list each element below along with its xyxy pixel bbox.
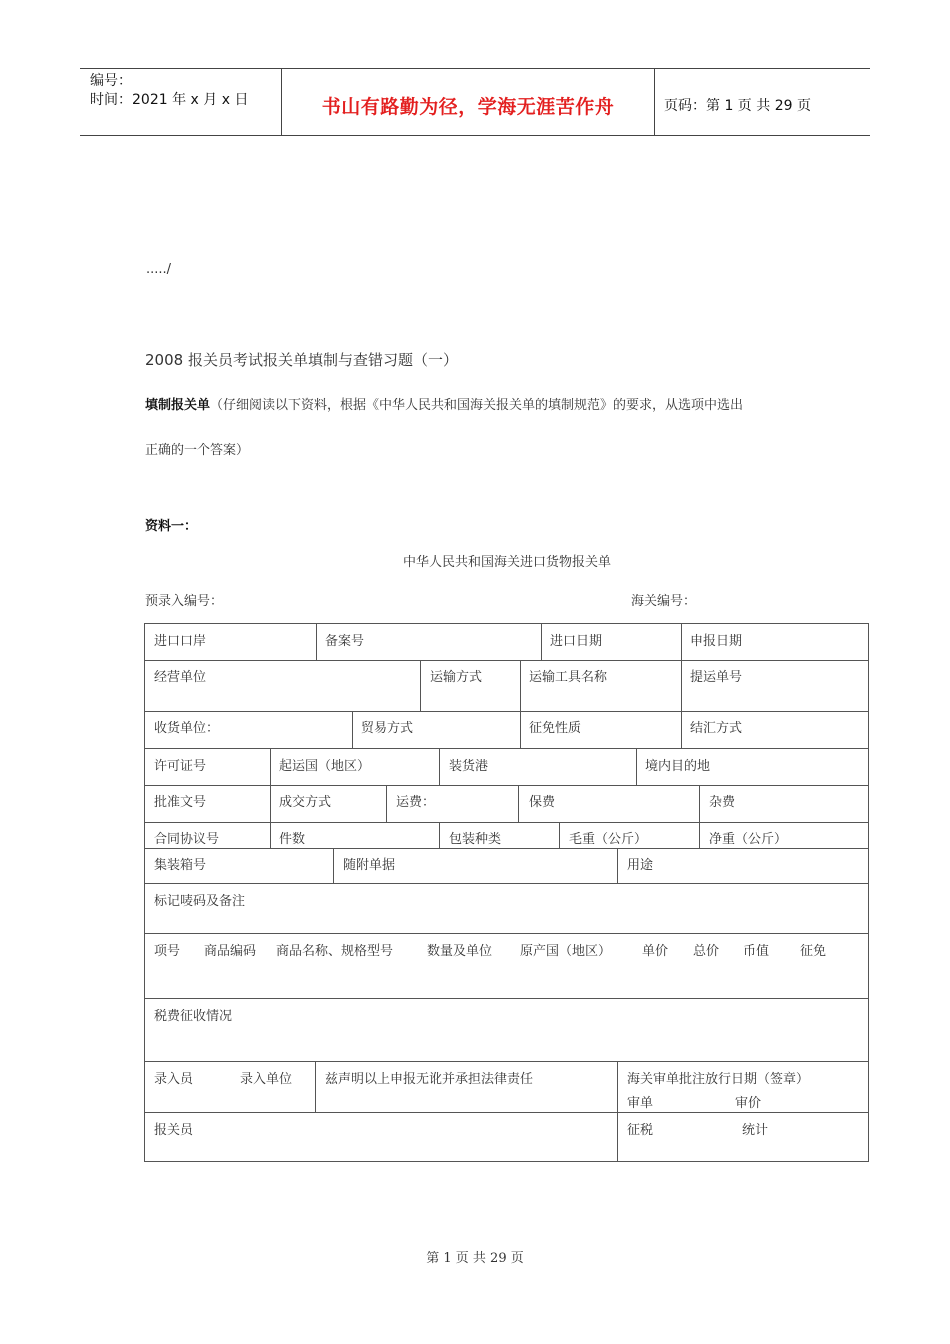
field-packing-type: 包装种类 — [449, 832, 502, 847]
col-commodity-name: 商品名称、规格型号 — [276, 944, 394, 959]
field-transport-name: 运输工具名称 — [529, 670, 608, 685]
header-motto: 书山有路勤为径，学海无涯苦作舟 — [321, 96, 615, 118]
form-col-rule — [681, 660, 682, 711]
form-col-rule — [699, 822, 700, 848]
field-gross-weight: 毛重（公斤） — [569, 832, 648, 847]
form-rule — [145, 785, 868, 786]
col-item-no: 项号 — [154, 944, 181, 959]
form-col-rule — [617, 848, 618, 883]
field-insurance: 保费 — [529, 795, 556, 810]
field-origin-country: 起运国（地区） — [279, 759, 371, 774]
col-origin-country: 原产国（地区） — [520, 944, 612, 959]
field-freight: 运费： — [396, 795, 436, 810]
header-bottom-rule — [80, 135, 870, 136]
field-declare-date: 申报日期 — [690, 634, 743, 649]
material-label — [145, 515, 197, 534]
form-title: 中华人民共和国海关进口货物报关单 — [402, 555, 611, 570]
customs-number-label: 海关编号： — [631, 594, 697, 609]
field-license-no: 许可证号 — [154, 759, 207, 774]
form-col-rule — [270, 822, 271, 848]
col-exemption: 征免 — [800, 944, 827, 959]
field-misc-fee: 杂费 — [709, 795, 736, 810]
form-col-rule — [520, 711, 521, 748]
page-footer: 第 1 页 共 29 页 — [426, 1251, 524, 1266]
form-col-rule — [636, 748, 637, 785]
form-col-rule — [352, 711, 353, 748]
header-time-label: 时间：2021 年 x 月 x 日 — [90, 92, 249, 108]
col-total-price: 总价 — [693, 944, 720, 959]
field-import-port: 进口口岸 — [154, 634, 207, 649]
form-rule — [145, 1112, 868, 1113]
form-col-rule — [439, 822, 440, 848]
form-col-rule — [518, 785, 519, 822]
form-col-rule — [541, 624, 542, 660]
field-settlement-mode: 结汇方式 — [690, 721, 743, 736]
form-rule — [145, 660, 868, 661]
instruction-bold: 填制报关单 — [145, 398, 211, 413]
field-tax-levy: 征税 — [627, 1123, 654, 1138]
form-col-rule — [420, 660, 421, 711]
field-operating-unit: 经营单位 — [154, 670, 207, 685]
field-declarant: 报关员 — [154, 1123, 194, 1138]
form-rule — [145, 1061, 868, 1062]
form-col-rule — [699, 785, 700, 822]
declaration-form — [144, 623, 869, 1162]
form-col-rule — [439, 748, 440, 785]
field-marks-remarks: 标记唛码及备注 — [154, 894, 246, 909]
form-col-rule — [270, 785, 271, 822]
field-loading-port: 装货港 — [449, 759, 489, 774]
field-purpose: 用途 — [627, 858, 654, 873]
field-entry-clerk: 录入员 — [154, 1072, 194, 1087]
field-contract-no: 合同协议号 — [154, 832, 220, 847]
instruction-line-1 — [145, 394, 743, 413]
form-col-rule — [520, 660, 521, 711]
field-transaction-mode: 成交方式 — [279, 795, 332, 810]
form-rule — [145, 711, 868, 712]
col-commodity-code: 商品编码 — [204, 944, 257, 959]
instruction-line-2: 正确的一个答案） — [145, 443, 250, 458]
form-rule — [145, 748, 868, 749]
form-col-rule — [617, 1061, 618, 1162]
field-packages: 件数 — [279, 832, 306, 847]
header-divider-right — [654, 68, 655, 136]
field-document-review: 审单 — [627, 1096, 654, 1111]
form-rule — [145, 998, 868, 999]
form-col-rule — [559, 822, 560, 848]
field-record-no: 备案号 — [325, 634, 365, 649]
field-bill-of-lading: 提运单号 — [690, 670, 743, 685]
col-unit-price: 单价 — [642, 944, 669, 959]
field-declaration-statement: 兹声明以上申报无讹并承担法律责任 — [325, 1072, 534, 1087]
field-container-no: 集装箱号 — [154, 858, 207, 873]
field-consignee: 收货单位： — [154, 721, 220, 736]
instruction-text-1: （仔细阅读以下资料，根据《中华人民共和国海关报关单的填制规范》的要求，从选项中选出 — [210, 398, 744, 413]
field-exemption-nature: 征免性质 — [529, 721, 582, 736]
form-col-rule — [316, 624, 317, 660]
field-domestic-destination: 境内目的地 — [645, 759, 711, 774]
header-top-rule — [80, 68, 870, 69]
field-price-review: 审价 — [735, 1096, 762, 1111]
material-label-text: 资料一： — [145, 519, 198, 534]
form-rule — [145, 848, 868, 849]
field-attached-docs: 随附单据 — [343, 858, 396, 873]
field-entry-unit: 录入单位 — [240, 1072, 293, 1087]
field-statistics: 统计 — [742, 1123, 769, 1138]
document-title: 2008 报关员考试报关单填制与查错习题（一） — [145, 351, 458, 369]
field-trade-mode: 贸易方式 — [361, 721, 414, 736]
pre-entry-number-label: 预录入编号： — [145, 594, 224, 609]
field-net-weight: 净重（公斤） — [709, 832, 788, 847]
form-rule — [145, 883, 868, 884]
col-currency: 币值 — [743, 944, 770, 959]
field-transport-mode: 运输方式 — [430, 670, 483, 685]
field-customs-approval: 海关审单批注放行日期（签章） — [627, 1072, 810, 1087]
header-page-info: 页码：第 1 页 共 29 页 — [664, 98, 811, 114]
form-rule — [145, 933, 868, 934]
form-col-rule — [681, 624, 682, 660]
col-quantity-unit: 数量及单位 — [427, 944, 493, 959]
ellipsis-text: ...../ — [146, 262, 172, 277]
form-col-rule — [386, 785, 387, 822]
form-col-rule — [681, 711, 682, 748]
field-approval-no: 批准文号 — [154, 795, 207, 810]
form-col-rule — [270, 748, 271, 785]
header-number-label: 编号： — [90, 73, 132, 89]
form-col-rule — [315, 1061, 316, 1112]
field-import-date: 进口日期 — [550, 634, 603, 649]
form-col-rule — [333, 848, 334, 883]
field-tax-collection: 税费征收情况 — [154, 1009, 233, 1024]
form-rule — [145, 822, 868, 823]
